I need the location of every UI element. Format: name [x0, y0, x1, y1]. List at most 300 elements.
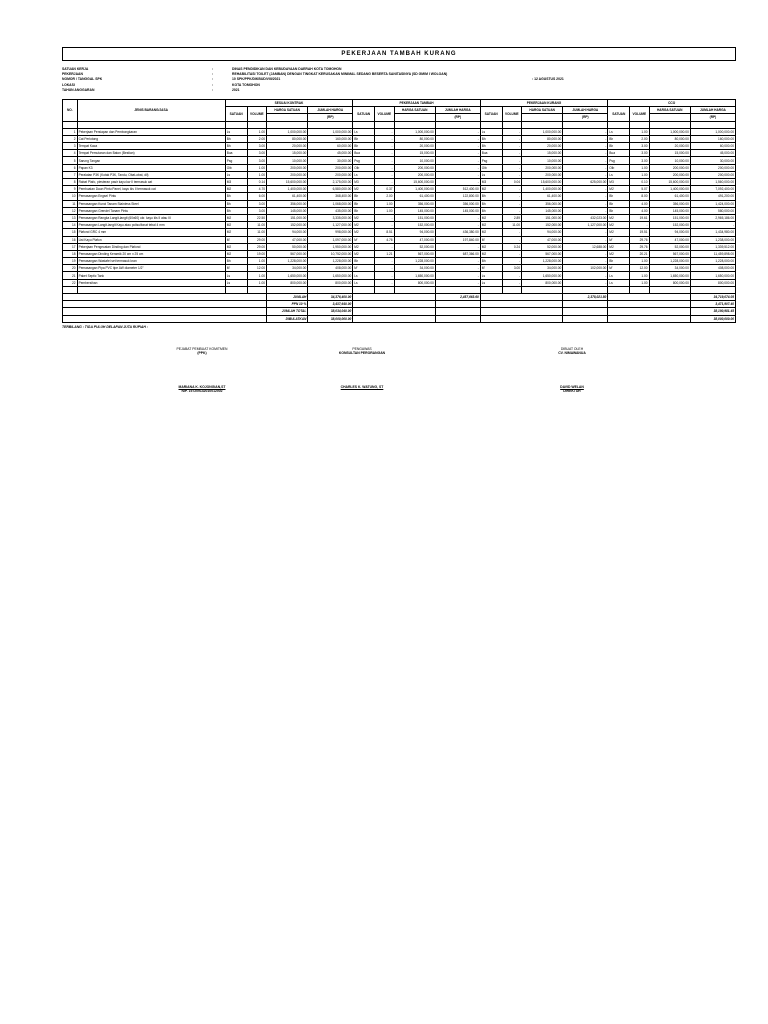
row-jumlah-harga-b: -: [435, 179, 480, 186]
row-volume-d: 1.00: [630, 272, 649, 279]
row-satuan-d: M': [608, 265, 630, 272]
row-harga-satuan-b: 1,400,000.00: [394, 186, 435, 193]
row-volume-c: -: [502, 150, 521, 157]
row-jumlah-harga-d: 1,000,000.00: [690, 128, 735, 135]
row-harga-satuan-c: 1,400,000.00: [522, 186, 563, 193]
header-group-sesuai: SESUAI KONTRAK: [225, 99, 353, 106]
row-jumlah-harga-a: 200,000.00: [308, 171, 353, 178]
row-satuan-d: Bua: [608, 150, 630, 157]
header-harga-satuan: HARGA SATUAN: [649, 107, 690, 114]
row-jumlah-harga-b: -: [435, 265, 480, 272]
row-no: 20: [63, 265, 78, 272]
row-volume-b: 4.76: [375, 236, 394, 243]
row-item: Tempat Kaca: [77, 143, 225, 150]
row-harga-satuan-b: 356,000.00: [394, 200, 435, 207]
signature-1: [132, 347, 272, 393]
row-satuan-a: M2: [225, 250, 247, 257]
row-volume-a: 11.00: [247, 222, 266, 229]
row-harga-satuan-a: 200,000.00: [267, 164, 308, 171]
row-satuan-c: Ls: [480, 272, 502, 279]
header-unit-harga: [649, 114, 690, 121]
table-row: [63, 243, 736, 250]
row-jumlah-harga-d: 1,228,000.00: [690, 258, 735, 265]
row-satuan-c: M': [480, 236, 502, 243]
row-harga-satuan-d: 1,650,000.00: [649, 272, 690, 279]
row-harga-satuan-b: 52,000.00: [394, 243, 435, 250]
summary-row: [63, 308, 736, 315]
row-jumlah-harga-a: 10,752,000.00: [308, 250, 353, 257]
row-no: 2: [63, 135, 78, 142]
row-satuan-d: M2: [608, 222, 630, 229]
row-jumlah-harga-a: 6,580,000.00: [308, 186, 353, 193]
row-jumlah-harga-d: 580,000.00: [690, 207, 735, 214]
row-satuan-b: Bh: [353, 135, 375, 142]
row-jumlah-harga-c: -: [563, 279, 608, 286]
row-jumlah-harga-d: 45,000.00: [690, 150, 735, 157]
row-volume-c: -: [502, 207, 521, 214]
info-value: KOTA TOMOHON: [232, 82, 260, 87]
row-no: 16: [63, 236, 78, 243]
row-jumlah-harga-b: 512,400.00: [435, 186, 480, 193]
row-satuan-c: M2: [480, 222, 502, 229]
row-satuan-d: Bh: [608, 135, 630, 142]
row-harga-satuan-b: 94,000.00: [394, 229, 435, 236]
row-volume-c: -: [502, 157, 521, 164]
row-jumlah-harga-b: -: [435, 222, 480, 229]
row-jumlah-harga-a: 1,950,000.00: [308, 243, 353, 250]
row-volume-d: 29.76: [630, 243, 649, 250]
signature-nip: DIREKTUR: [563, 388, 581, 393]
table-row: [63, 186, 736, 193]
row-volume-b: -: [375, 171, 394, 178]
row-harga-satuan-c: 1,228,000.00: [522, 258, 563, 265]
document-sheet: [62, 47, 736, 419]
row-satuan-a: M2: [225, 214, 247, 221]
summary-value-kontrak: 38,034,040.00: [308, 308, 353, 315]
row-no: 7: [63, 171, 78, 178]
row-satuan-c: Bh: [480, 258, 502, 265]
row-harga-satuan-c: 800,000.00: [522, 279, 563, 286]
row-harga-satuan-b: 151,000.00: [394, 214, 435, 221]
row-harga-satuan-c: 1,000,000.00: [522, 128, 563, 135]
row-volume-c: -: [502, 135, 521, 142]
row-satuan-c: Ls: [480, 128, 502, 135]
row-satuan-d: M2: [608, 250, 630, 257]
row-harga-satuan-c: 80,000.00: [522, 135, 563, 142]
row-jumlah-harga-a: 2,175,000.00: [308, 179, 353, 186]
row-volume-d: 8.00: [630, 193, 649, 200]
info-value: REHABILITASI TOILET (JAMBAN) DENGAN TINGKAT KERUSAKAN MINIMAL SEDANG BESERTA SANITASINYA (SD GMIM I WOLOAN): [232, 72, 448, 77]
row-item: Pemasangan Grendel Tanam Pintu: [77, 207, 225, 214]
table-row: [63, 193, 736, 200]
row-jumlah-harga-c: 625,000.00: [563, 179, 608, 186]
header-volume: VOLUME: [375, 107, 394, 121]
row-volume-c: 3.00: [502, 265, 521, 272]
table-row: [63, 179, 736, 186]
document-title: PEKERJAAN TAMBAH KURANG: [62, 47, 736, 61]
row-volume-d: 0.10: [630, 179, 649, 186]
row-harga-satuan-d: 200,000.00: [649, 171, 690, 178]
row-item: Pekerjaan Persiapan dan Pembongkaran: [77, 128, 225, 135]
row-harga-satuan-d: 1,000,000.00: [649, 128, 690, 135]
row-satuan-d: Bh: [608, 200, 630, 207]
signature-nip: NIP. 197209142010012002: [181, 388, 223, 393]
row-item: Pemasangan Dinding Keramik 20 cm x 25 cm: [77, 250, 225, 257]
row-harga-satuan-a: 50,000.00: [267, 243, 308, 250]
row-jumlah-harga-c: 432,023.00: [563, 214, 608, 221]
row-harga-satuan-c: 10,000.00: [522, 157, 563, 164]
row-harga-satuan-a: 152,000.00: [267, 222, 308, 229]
row-jumlah-harga-d: 30,000.00: [690, 157, 735, 164]
table-row: [63, 171, 736, 178]
row-volume-d: 1.00: [630, 258, 649, 265]
row-satuan-d: Olb: [608, 164, 630, 171]
row-harga-satuan-a: 80,000.00: [267, 135, 308, 142]
row-volume-b: -: [375, 258, 394, 265]
row-jumlah-harga-c: -: [563, 143, 608, 150]
row-satuan-b: Ls: [353, 128, 375, 135]
row-volume-c: 0.04: [502, 179, 521, 186]
tambah-kurang-table: [62, 99, 736, 323]
summary-value-kurang: 2,378,021.50: [563, 294, 608, 301]
row-jumlah-harga-a: 160,000.00: [308, 135, 353, 142]
row-jumlah-harga-b: -: [435, 143, 480, 150]
row-satuan-a: M2: [225, 229, 247, 236]
row-harga-satuan-b: 200,000.00: [394, 171, 435, 178]
row-satuan-b: Bh: [353, 193, 375, 200]
header-jumlah-harga: JUMLAH HARGA: [690, 107, 735, 114]
header-group-tambah: PEKERJAAN TAMBAH: [353, 99, 481, 106]
row-volume-c: -: [502, 193, 521, 200]
row-satuan-c: M': [480, 265, 502, 272]
row-satuan-d: Bh: [608, 258, 630, 265]
row-item: Plafond GRC 4 mm: [77, 229, 225, 236]
row-jumlah-harga-c: 102,000.00: [563, 265, 608, 272]
row-volume-a: 3.00: [247, 200, 266, 207]
info-colon: :: [212, 82, 214, 87]
row-satuan-c: M2: [480, 229, 502, 236]
table-row: [63, 143, 736, 150]
row-satuan-b: Bh: [353, 200, 375, 207]
row-jumlah-harga-a: 1,068,000.00: [308, 200, 353, 207]
terbilang-text: TERBILANG : TIGA PULUH DELAPAN JUTA RUPIAH :: [62, 324, 148, 329]
row-jumlah-harga-c: -: [563, 193, 608, 200]
row-satuan-a: Ls: [225, 171, 247, 178]
row-item: Pemasangan Kunci Tanam Stainless Steel: [77, 200, 225, 207]
row-jumlah-harga-b: -: [435, 258, 480, 265]
row-jumlah-harga-d: 491,200.00: [690, 193, 735, 200]
header-group-kurang: PEKERJAAN KURANG: [480, 99, 608, 106]
row-harga-satuan-b: 1,650,000.00: [394, 272, 435, 279]
row-jumlah-harga-b: -: [435, 135, 480, 142]
row-volume-c: -: [502, 229, 521, 236]
row-jumlah-harga-a: 408,000.00: [308, 265, 353, 272]
row-item: Pemasangan Langit-langit Kayu atau polisulfonat tebal 4 mm: [77, 222, 225, 229]
header-jenis: JENIS BARANG/JASA: [77, 99, 225, 121]
row-jumlah-harga-b: -: [435, 128, 480, 135]
info-extra: : 12 AGUSTUS 2021: [532, 77, 564, 82]
row-volume-a: 1.00: [247, 171, 266, 178]
signature-block: [62, 329, 736, 419]
row-no: 18: [63, 250, 78, 257]
project-info: [62, 67, 736, 93]
row-satuan-d: M2: [608, 243, 630, 250]
row-jumlah-harga-c: -: [563, 157, 608, 164]
row-harga-satuan-a: 94,000.00: [267, 229, 308, 236]
row-satuan-b: Bh: [353, 143, 375, 150]
row-no: 22: [63, 279, 78, 286]
row-harga-satuan-c: 567,000.00: [522, 250, 563, 257]
header-group-cco: CCO: [608, 99, 736, 106]
row-jumlah-harga-c: -: [563, 258, 608, 265]
row-harga-satuan-b: 20,000.00: [394, 143, 435, 150]
row-satuan-d: Bh: [608, 143, 630, 150]
row-harga-satuan-d: 94,000.00: [649, 229, 690, 236]
table-row: [63, 236, 736, 243]
row-volume-c: -: [502, 186, 521, 193]
row-volume-b: -: [375, 179, 394, 186]
row-harga-satuan-d: 15,600,000.00: [649, 179, 690, 186]
row-satuan-c: Bh: [480, 193, 502, 200]
row-jumlah-harga-b: -: [435, 279, 480, 286]
info-label: TAHUN ANGGARAN: [62, 87, 95, 92]
header-satuan: SATUAN: [353, 107, 375, 121]
table-row: [63, 157, 736, 164]
header-harga-satuan: HARGA SATUAN: [267, 107, 308, 114]
row-harga-satuan-a: 15,600,000.00: [267, 179, 308, 186]
table-row: [63, 258, 736, 265]
row-volume-b: -: [375, 243, 394, 250]
row-volume-b: -: [375, 150, 394, 157]
row-jumlah-harga-a: 200,000.00: [308, 164, 353, 171]
row-harga-satuan-d: 10,000.00: [649, 157, 690, 164]
row-volume-c: -: [502, 236, 521, 243]
row-harga-satuan-a: 145,000.00: [267, 207, 308, 214]
row-jumlah-harga-b: -: [435, 164, 480, 171]
row-harga-satuan-b: 15,600,000.00: [394, 179, 435, 186]
row-satuan-a: Bh: [225, 207, 247, 214]
row-satuan-b: M2: [353, 229, 375, 236]
row-satuan-b: Ls: [353, 279, 375, 286]
row-satuan-d: M3: [608, 179, 630, 186]
row-satuan-c: Ls: [480, 171, 502, 178]
row-harga-satuan-d: 47,000.00: [649, 236, 690, 243]
row-satuan-b: Psg: [353, 157, 375, 164]
row-harga-satuan-c: 34,000.00: [522, 265, 563, 272]
row-harga-satuan-b: 34,000.00: [394, 265, 435, 272]
row-volume-d: 4.00: [630, 200, 649, 207]
row-satuan-c: M2: [480, 250, 502, 257]
row-volume-d: 3.00: [630, 143, 649, 150]
info-colon: :: [212, 77, 214, 82]
row-harga-satuan-a: 47,000.00: [267, 236, 308, 243]
row-item: Rabat Plafo, plesteran pasir kayu kw II termasuk cat: [77, 179, 225, 186]
row-jumlah-harga-a: 1,127,000.00: [308, 222, 353, 229]
row-volume-b: -: [375, 164, 394, 171]
row-volume-c: -: [502, 272, 521, 279]
summary-value-cco: 38,190,981.45: [690, 308, 735, 315]
row-volume-c: -: [502, 143, 521, 150]
row-satuan-b: Olb: [353, 164, 375, 171]
row-jumlah-harga-b: -: [435, 171, 480, 178]
row-harga-satuan-d: 567,000.00: [649, 250, 690, 257]
row-harga-satuan-d: 34,000.00: [649, 265, 690, 272]
row-volume-d: 12.00: [630, 265, 649, 272]
row-volume-b: -: [375, 157, 394, 164]
info-value: DINAS PENDIDIKAN DAN KEBUDAYAAN DAERAH KOTA TOMOHON: [232, 67, 342, 71]
row-harga-satuan-b: 200,000.00: [394, 164, 435, 171]
row-harga-satuan-a: 1,000,000.00: [267, 128, 308, 135]
signature-2: [292, 347, 432, 389]
summary-label: DIBULATKAN: [267, 315, 308, 322]
row-no: 9: [63, 186, 78, 193]
row-jumlah-harga-b: -: [435, 157, 480, 164]
row-harga-satuan-c: 52,000.00: [522, 243, 563, 250]
row-no: 4: [63, 150, 78, 157]
row-satuan-a: M3: [225, 179, 247, 186]
row-item: Pekerjaan Pengecatan Dinding dan Plafond: [77, 243, 225, 250]
row-volume-a: 4.70: [247, 186, 266, 193]
row-jumlah-harga-c: -: [563, 200, 608, 207]
row-jumlah-harga-b: 436,380.00: [435, 229, 480, 236]
row-item: Pemasangan Engsel Pintu: [77, 193, 225, 200]
row-jumlah-harga-b: -: [435, 243, 480, 250]
header-satuan: SATUAN: [608, 107, 630, 121]
row-satuan-a: Olb: [225, 164, 247, 171]
row-satuan-c: Bh: [480, 135, 502, 142]
row-no: 12: [63, 207, 78, 214]
row-item: Pemasangan Pipa PVC tipe AW diameter 1/2": [77, 265, 225, 272]
row-jumlah-harga-d: 1,238,000.00: [690, 236, 735, 243]
header-volume: VOLUME: [247, 107, 266, 121]
row-volume-a: 3.00: [247, 143, 266, 150]
row-satuan-d: Ls: [608, 171, 630, 178]
row-jumlah-harga-d: 60,000.00: [690, 143, 735, 150]
row-harga-satuan-d: 52,000.00: [649, 243, 690, 250]
summary-value-cco: 38,000,000.00: [690, 315, 735, 322]
info-extra: [532, 88, 652, 93]
row-satuan-d: M2: [608, 229, 630, 236]
row-harga-satuan-d: 152,000.00: [649, 222, 690, 229]
row-volume-d: 5.07: [630, 186, 649, 193]
row-jumlah-harga-c: -: [563, 229, 608, 236]
row-satuan-c: M2: [480, 214, 502, 221]
signature-role-sub: KONSULTAN PERORANGAN: [338, 350, 386, 355]
row-harga-satuan-a: 1,650,000.00: [267, 272, 308, 279]
signature-name: DAVID WELAN: [560, 384, 584, 389]
row-harga-satuan-d: 20,000.00: [649, 143, 690, 150]
row-harga-satuan-d: 200,000.00: [649, 164, 690, 171]
row-harga-satuan-c: 152,000.00: [522, 222, 563, 229]
row-harga-satuan-b: 61,400.00: [394, 193, 435, 200]
row-harga-satuan-b: 1,228,000.00: [394, 258, 435, 265]
row-satuan-b: Bh: [353, 258, 375, 265]
row-jumlah-harga-c: -: [563, 171, 608, 178]
row-volume-a: 19.00: [247, 250, 266, 257]
row-volume-b: -: [375, 222, 394, 229]
signature-role-sub: CV. NIMAWANUA: [558, 350, 586, 355]
row-jumlah-harga-c: -: [563, 164, 608, 171]
row-volume-a: 22.50: [247, 214, 266, 221]
row-jumlah-harga-c: -: [563, 236, 608, 243]
table-row: [63, 222, 736, 229]
row-harga-satuan-c: 94,000.00: [522, 229, 563, 236]
row-satuan-b: Ls: [353, 272, 375, 279]
row-item: Cat Perlotong: [77, 135, 225, 142]
row-volume-b: 0.37: [375, 186, 394, 193]
row-jumlah-harga-b: 197,840.00: [435, 236, 480, 243]
header-harga-satuan: HARGA SATUAN: [394, 107, 435, 114]
header-row-groups: [63, 99, 736, 106]
row-jumlah-harga-a: 60,000.00: [308, 143, 353, 150]
row-satuan-a: Ls: [225, 272, 247, 279]
row-volume-a: 11.00: [247, 229, 266, 236]
row-jumlah-harga-b: 356,000.00: [435, 200, 480, 207]
row-satuan-d: M2: [608, 186, 630, 193]
row-volume-a: 1.00: [247, 164, 266, 171]
row-harga-satuan-d: 145,000.00: [649, 207, 690, 214]
row-satuan-a: Bh: [225, 193, 247, 200]
row-harga-satuan-a: 1,400,000.00: [267, 186, 308, 193]
row-volume-a: 1.00: [247, 128, 266, 135]
summary-value-kontrak: 38,000,000.00: [308, 315, 353, 322]
row-volume-c: 0.24: [502, 243, 521, 250]
table-row: [63, 250, 736, 257]
row-jumlah-harga-a: 998,000.00: [308, 229, 353, 236]
row-harga-satuan-c: 15,000.00: [522, 150, 563, 157]
row-volume-b: -: [375, 272, 394, 279]
row-harga-satuan-d: 356,000.00: [649, 200, 690, 207]
row-volume-b: 2.00: [375, 193, 394, 200]
row-harga-satuan-d: 1,228,000.00: [649, 258, 690, 265]
row-harga-satuan-b: 15,000.00: [394, 150, 435, 157]
row-harga-satuan-c: 20,000.00: [522, 143, 563, 150]
row-volume-d: 3.00: [630, 150, 649, 157]
row-satuan-a: Ls: [225, 279, 247, 286]
row-volume-d: -: [630, 222, 649, 229]
info-label: SATUAN KERJA: [62, 67, 89, 71]
row-jumlah-harga-c: -: [563, 135, 608, 142]
row-no: 17: [63, 243, 78, 250]
header-no: NO.: [63, 99, 78, 121]
row-volume-c: -: [502, 171, 521, 178]
row-satuan-c: Bua: [480, 150, 502, 157]
row-volume-c: -: [502, 128, 521, 135]
row-harga-satuan-a: 20,000.00: [267, 143, 308, 150]
spacer-row: [63, 121, 736, 128]
summary-value-tambah: [435, 301, 480, 308]
row-volume-b: -: [375, 143, 394, 150]
summary-value-tambah: [435, 315, 480, 322]
header-satuan: SATUAN: [225, 107, 247, 121]
header-jumlah-harga: JUMLAH HARGA: [435, 107, 480, 114]
row-volume-b: 1.21: [375, 250, 394, 257]
row-jumlah-harga-d: 408,000.00: [690, 265, 735, 272]
table-row: [63, 214, 736, 221]
row-volume-b: -: [375, 279, 394, 286]
row-harga-satuan-a: 800,000.00: [267, 279, 308, 286]
row-jumlah-harga-b: -: [435, 214, 480, 221]
summary-value-cco: 34,719,074.05: [690, 294, 735, 301]
row-satuan-b: M2: [353, 222, 375, 229]
row-harga-satuan-d: 800,000.00: [649, 279, 690, 286]
row-satuan-c: Bh: [480, 200, 502, 207]
row-harga-satuan-a: 61,400.00: [267, 193, 308, 200]
row-satuan-d: Ls: [608, 272, 630, 279]
row-satuan-d: Bh: [608, 207, 630, 214]
row-volume-a: 6.00: [247, 193, 266, 200]
row-satuan-c: Olb: [480, 164, 502, 171]
